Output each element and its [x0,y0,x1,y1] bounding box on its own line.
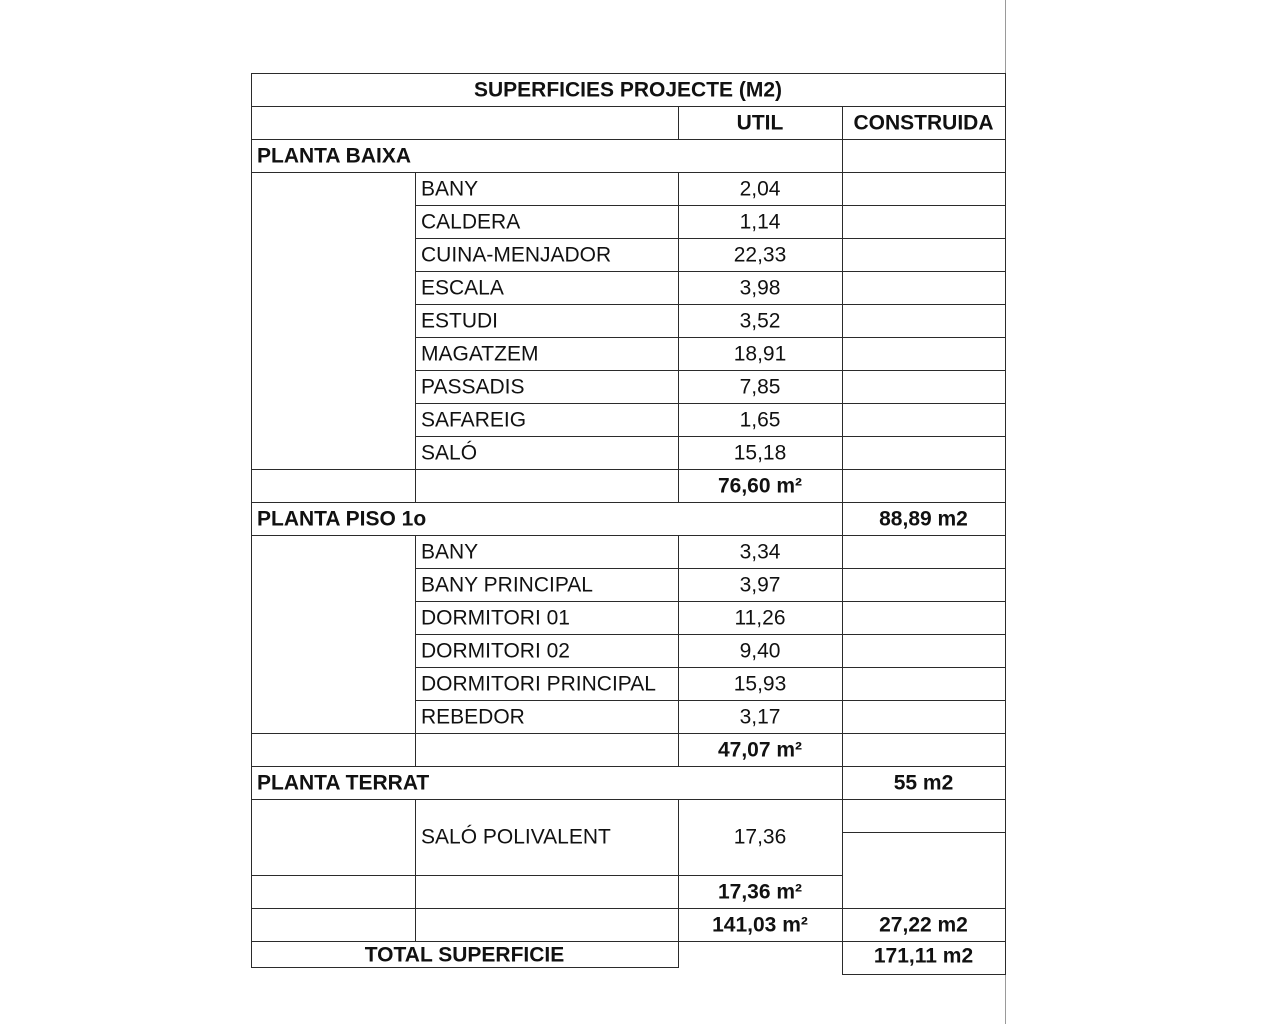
sum-util: 141,03 m² [712,913,808,936]
table-rule [251,766,252,800]
table-rule [251,502,1006,503]
table-rule [1005,535,1006,734]
section-construida: 55 m2 [893,771,954,794]
table-rule [415,799,416,876]
table-rule [251,799,1006,800]
table-rule [251,139,252,173]
room-util: 18,91 [733,342,787,365]
table-rule [251,908,1006,909]
table-rule [415,535,416,734]
table-rule [251,766,1006,767]
table-rule [678,733,679,767]
room-name: CALDERA [421,210,521,233]
table-rule [1005,502,1006,536]
table-rule [251,908,252,942]
table-rule [251,733,252,767]
table-rule [842,469,843,503]
table-rule [415,667,1006,668]
table-rule [842,941,843,975]
table-rule [678,799,679,876]
room-name: BANY [421,540,479,563]
room-util: 3,98 [739,276,781,299]
table-rule [1005,172,1006,470]
table-rule [842,799,843,909]
total-value: 171,11 m2 [873,944,974,968]
room-name: CUINA-MENJADOR [421,243,612,266]
room-name: BANY PRINCIPAL [421,573,593,596]
table-rule [842,106,843,140]
table-rule [1005,799,1006,909]
table-rule [251,106,1006,107]
total-label: TOTAL SUPERFICIE [364,943,565,967]
room-util: 1,65 [739,408,781,431]
table-rule [415,875,416,909]
table-rule [1005,469,1006,503]
column-header-construida: CONSTRUIDA [853,111,994,134]
table-rule [842,535,843,734]
table-rule [678,172,679,470]
room-util: 17,36 [733,825,787,849]
table-rule [415,436,1006,437]
room-name: SALÓ POLIVALENT [421,825,611,849]
section-title: PLANTA PISO 1o [257,507,427,530]
table-rule [251,172,1006,173]
sum-construida: 27,22 m2 [879,913,968,936]
table-rule [415,601,1006,602]
room-name: REBEDOR [421,705,525,728]
table-rule [415,634,1006,635]
table-rule [678,106,679,140]
table-rule [415,271,1006,272]
table-rule [842,139,843,173]
table-rule [251,733,1006,734]
room-util: 15,18 [733,441,787,464]
table-rule [251,535,252,734]
room-util: 3,34 [739,540,781,563]
room-name: ESCALA [421,276,504,299]
table-rule [251,799,252,876]
table-rule [415,403,1006,404]
table-rule [415,304,1006,305]
room-name: ESTUDI [421,309,499,332]
table-rule [251,469,252,503]
room-name: DORMITORI 02 [421,639,570,662]
room-util: 9,40 [739,639,781,662]
table-rule [251,502,252,536]
table-rule [1005,139,1006,173]
table-rule [415,733,416,767]
room-name: DORMITORI 01 [421,606,570,629]
section-subtotal: 47,07 m² [717,738,803,761]
table-rule [415,205,1006,206]
table-rule [1005,73,1006,140]
table-rule [1005,908,1006,942]
table-rule [251,967,679,968]
table-rule [842,832,1006,833]
table-rule [251,941,252,968]
table-rule [415,700,1006,701]
room-util: 2,04 [739,177,781,200]
table-rule [415,337,1006,338]
table-rule [678,875,679,909]
room-util: 11,26 [734,606,786,629]
table-rule [678,941,679,968]
section-construida: 88,89 m2 [879,507,968,530]
table-rule [251,73,252,140]
table-rule [415,469,416,503]
table-rule [251,172,252,470]
table-rule [251,535,1006,536]
section-title: PLANTA TERRAT [257,771,430,794]
column-header-util: UTIL [736,111,784,134]
table-rule [251,139,1006,140]
room-name: BANY [421,177,479,200]
table-rule [678,469,679,503]
table-rule [251,941,1006,942]
section-subtotal: 17,36 m² [717,880,803,903]
room-name: SALÓ [421,441,478,464]
table-rule [1005,766,1006,800]
room-name: PASSADIS [421,375,525,398]
table-rule [415,238,1006,239]
table-rule [251,73,1006,74]
table-rule [251,875,252,909]
room-util: 3,97 [739,573,781,596]
table-rule [415,908,416,942]
table-rule [678,908,679,942]
table-rule [415,568,1006,569]
room-util: 1,14 [739,210,781,233]
room-name: SAFAREIG [421,408,527,431]
room-util: 15,93 [733,672,787,695]
table-rule [678,535,679,734]
table-rule [842,502,843,536]
table-rule [842,733,843,767]
table-rule [842,766,843,800]
table-rule [251,875,843,876]
table-rule [1005,941,1006,975]
section-subtotal: 76,60 m² [717,474,803,497]
room-util: 3,52 [739,309,781,332]
table-rule [1005,733,1006,767]
room-util: 7,85 [739,375,781,398]
table-rule [415,370,1006,371]
section-title: PLANTA BAIXA [257,144,411,167]
table-rule [842,172,843,470]
table-rule [842,974,1006,975]
table-rule [251,469,1006,470]
table-rule [842,908,843,942]
room-name: MAGATZEM [421,342,539,365]
room-util: 22,33 [733,243,787,266]
room-util: 3,17 [739,705,781,728]
room-name: DORMITORI PRINCIPAL [421,672,656,695]
table-title: SUPERFICIES PROJECTE (M2) [473,78,783,101]
table-rule [415,172,416,470]
